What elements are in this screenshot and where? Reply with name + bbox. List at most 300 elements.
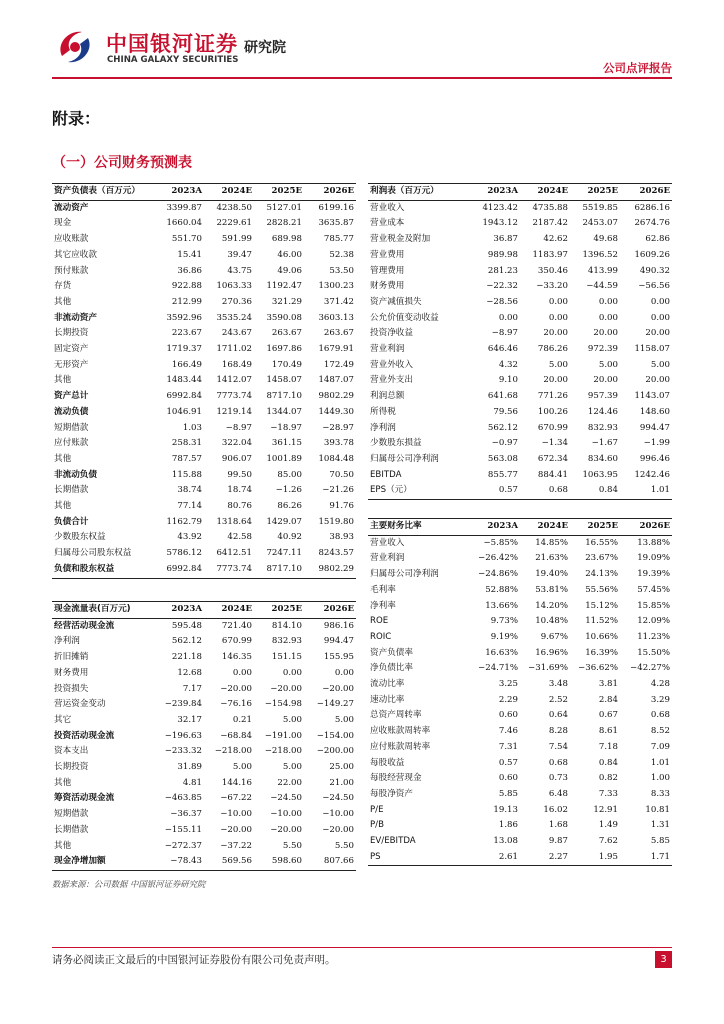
cell-value: 1396.52 (582, 249, 618, 260)
cell-value: 5.00 (650, 359, 670, 370)
cell-value: 20.00 (593, 328, 618, 339)
cell-value: 3592.96 (166, 312, 202, 323)
cell-value: 8243.57 (318, 548, 354, 559)
table-row (52, 499, 356, 515)
cell-value: 31.89 (177, 762, 202, 773)
cell-value: 9802.29 (304, 562, 356, 578)
cell-value: −10.00 (220, 809, 252, 820)
table-row (368, 342, 672, 358)
cell-value: 16.96% (535, 647, 568, 658)
cell-value: 15.50% (637, 647, 670, 658)
cell-value: −18.97 (270, 422, 302, 433)
cell-value: 23.67% (585, 553, 618, 564)
row-label: 固定资产 (54, 344, 89, 355)
cell-value: 18.74 (227, 485, 252, 496)
row-label: 归属母公司净利润 (370, 453, 439, 464)
cell-value: −154.98 (264, 699, 302, 710)
table-row (52, 342, 356, 358)
table-row (368, 468, 672, 484)
cell-value: 321.29 (271, 296, 302, 307)
cell-value: 361.15 (271, 438, 302, 449)
row-label: 财务费用 (370, 281, 405, 292)
cell-value: 371.42 (323, 296, 354, 307)
table-row (368, 803, 672, 819)
cell-value: 1162.79 (166, 516, 202, 527)
column-header: 2024E (204, 602, 254, 619)
cell-value: 1697.86 (266, 344, 302, 355)
cell-value: 7247.11 (266, 548, 302, 559)
cell-value: 21.00 (329, 777, 354, 788)
cell-value: 1679.91 (318, 344, 354, 355)
row-label: 财务费用 (54, 667, 89, 678)
table-row (368, 279, 672, 295)
cell-value: 0.57 (470, 483, 520, 499)
cell-value: 322.04 (221, 438, 252, 449)
cell-value: −22.32 (486, 281, 518, 292)
cell-value: 1242.46 (634, 469, 670, 480)
cell-value: −67.22 (220, 793, 252, 804)
row-label: 净利率 (370, 600, 396, 611)
row-label: 现金 (54, 218, 72, 229)
table-row (368, 216, 672, 232)
cell-value: 6992.84 (166, 391, 202, 402)
table-row (368, 421, 672, 437)
cell-value: 8.33 (650, 788, 670, 799)
cell-value: 551.70 (171, 234, 202, 245)
cell-value: 670.99 (221, 636, 252, 647)
table-header-row (368, 184, 672, 201)
cell-value: 6412.51 (216, 548, 252, 559)
row-label: 净负债比率 (370, 663, 413, 674)
cell-value: 14.20% (535, 600, 568, 611)
cell-value: 1318.64 (216, 516, 252, 527)
cell-value: 53.50 (329, 265, 354, 276)
cell-value: 16.39% (585, 647, 618, 658)
cell-value: 4.32 (498, 359, 518, 370)
row-label: 长期借款 (54, 824, 89, 835)
cell-value: 212.99 (171, 296, 202, 307)
row-label: 预付账款 (54, 265, 89, 276)
cell-value: 42.62 (543, 234, 568, 245)
cell-value: 3.25 (498, 679, 518, 690)
cell-value: 5127.01 (266, 202, 302, 213)
row-label: 应付账款 (54, 438, 89, 449)
table-row (368, 389, 672, 405)
column-header: 2026E (620, 184, 672, 201)
row-label: EPS（元） (368, 483, 470, 499)
cell-value: 12.91 (593, 804, 618, 815)
cell-value: 5.00 (282, 714, 302, 725)
cell-value: 0.67 (598, 710, 618, 721)
cell-value: −200.00 (316, 746, 354, 757)
cell-value: 42.58 (227, 532, 252, 543)
report-type: 公司点评报告 (603, 61, 672, 75)
brand-name-en: CHINA GALAXY SECURITIES (107, 55, 239, 65)
cell-value: −20.00 (270, 683, 302, 694)
cell-value: 263.67 (323, 328, 354, 339)
cell-value: −20.00 (220, 824, 252, 835)
footer-divider (52, 947, 672, 948)
cell-value: 1219.14 (216, 406, 252, 417)
cell-value: −44.59 (586, 281, 618, 292)
cell-value: 957.39 (587, 391, 618, 402)
cell-value: 1344.07 (266, 406, 302, 417)
cell-value: −1.34 (541, 438, 568, 449)
cell-value: 5.00 (334, 714, 354, 725)
cell-value: 2674.76 (634, 218, 670, 229)
cell-value: 7.18 (598, 741, 618, 752)
cell-value: 20.00 (645, 375, 670, 386)
cell-value: 0.00 (334, 667, 354, 678)
cell-value: 0.00 (650, 296, 670, 307)
cell-value: 12.09% (637, 616, 670, 627)
table-row (368, 693, 672, 709)
cell-value: 43.92 (177, 532, 202, 543)
cell-value: 0.00 (548, 296, 568, 307)
cell-value: 1.00 (650, 773, 670, 784)
cell-value: 996.46 (639, 453, 670, 464)
column-header: 2023A (470, 184, 520, 201)
table-row (52, 562, 356, 578)
cell-value: −36.62% (578, 663, 618, 674)
column-header: 2023A (154, 184, 204, 201)
cell-value: 413.99 (587, 265, 618, 276)
cell-value: −24.71% (478, 663, 518, 674)
table-row (52, 729, 356, 745)
cell-value: 4.28 (650, 679, 670, 690)
appendix-title: 附录： (52, 109, 101, 128)
table-row (368, 818, 672, 834)
table-row (368, 358, 672, 374)
cell-value: −26.42% (478, 553, 518, 564)
cell-value: 7.62 (598, 836, 618, 847)
table-row (368, 834, 672, 850)
cell-value: 36.86 (177, 265, 202, 276)
cell-value: 8717.10 (254, 562, 304, 578)
column-header: 2024E (204, 184, 254, 201)
row-label: 归属母公司净利润 (370, 569, 439, 580)
table-row (52, 279, 356, 295)
cell-value: −191.00 (264, 730, 302, 741)
row-label: 其他 (54, 840, 72, 851)
cell-value: 7.09 (650, 741, 670, 752)
cell-value: 986.16 (323, 620, 354, 631)
table-row (52, 823, 356, 839)
row-label: 营业收入 (370, 202, 405, 213)
cell-value: 3.29 (650, 694, 670, 705)
cell-value: 5519.85 (582, 202, 618, 213)
cell-value: 9802.29 (318, 391, 354, 402)
table-row (368, 326, 672, 342)
footer-disclaimer: 请务必阅读正文最后的中国银河证券股份有限公司免责声明。 (52, 954, 336, 966)
table-row (52, 389, 356, 405)
table-header-row (52, 602, 356, 619)
row-label: 应付账款周转率 (370, 741, 431, 752)
cell-value: −1.67 (591, 438, 618, 449)
row-label: 流动负债 (54, 406, 89, 417)
cell-value: −0.97 (491, 438, 518, 449)
cell-value: 62.86 (645, 234, 670, 245)
cell-value: 1.95 (570, 850, 620, 866)
cell-value: 270.36 (221, 296, 252, 307)
cell-value: 1660.04 (166, 218, 202, 229)
table-row (52, 546, 356, 562)
cell-value: 832.93 (587, 422, 618, 433)
financial-ratios-table (368, 518, 672, 866)
table-row (368, 436, 672, 452)
cell-value: 221.18 (171, 652, 202, 663)
table-row (368, 200, 672, 216)
cell-value: 994.47 (639, 422, 670, 433)
cell-value: 598.60 (254, 854, 304, 870)
table-row (368, 614, 672, 630)
table-row (52, 248, 356, 264)
table-row (52, 373, 356, 389)
cell-value: 786.26 (537, 344, 568, 355)
column-header: 2024E (520, 184, 570, 201)
row-label: 营业利润 (370, 344, 405, 355)
cell-value: 10.81 (645, 804, 670, 815)
cell-value: 994.47 (323, 636, 354, 647)
cell-value: 40.92 (277, 532, 302, 543)
cell-value: 20.00 (645, 328, 670, 339)
table-row (52, 358, 356, 374)
cell-value: 2.52 (548, 694, 568, 705)
cell-value: 11.52% (585, 616, 618, 627)
cell-value: 7.31 (498, 741, 518, 752)
row-label: 少数股东权益 (54, 532, 106, 543)
cell-value: 832.93 (271, 636, 302, 647)
cell-value: 13.08 (493, 836, 518, 847)
cell-value: −463.85 (164, 793, 202, 804)
cell-value: 1143.07 (634, 391, 670, 402)
cell-value: 1943.12 (482, 218, 518, 229)
row-label: 资产减值损失 (370, 296, 422, 307)
cell-value: 0.00 (598, 312, 618, 323)
cell-value: −42.27% (630, 663, 670, 674)
cell-value: 1.31 (650, 820, 670, 831)
row-label: PS (368, 850, 470, 866)
row-label: 资产负债率 (370, 647, 413, 658)
cell-value: 1519.80 (318, 516, 354, 527)
row-label: 营业费用 (370, 249, 405, 260)
cell-value: 0.60 (498, 710, 518, 721)
cell-value: 80.76 (227, 501, 252, 512)
cell-value: −10.00 (270, 809, 302, 820)
table-row (368, 583, 672, 599)
cell-value: 7.54 (548, 741, 568, 752)
cell-value: 16.55% (585, 537, 618, 548)
cell-value: 1.68 (548, 820, 568, 831)
cell-value: 8.28 (548, 726, 568, 737)
table-row (368, 771, 672, 787)
cell-value: 86.26 (277, 501, 302, 512)
cell-value: −76.16 (220, 699, 252, 710)
table-row (52, 634, 356, 650)
table-row (368, 850, 672, 866)
brand-sub: 研究院 (244, 40, 286, 56)
row-label: 每股净资产 (370, 788, 413, 799)
row-label: 净利润 (370, 422, 396, 433)
cell-value: 3399.87 (166, 202, 202, 213)
cell-value: 1711.02 (216, 344, 252, 355)
cell-value: 1.49 (598, 820, 618, 831)
cell-value: −1.99 (643, 438, 670, 449)
cell-value: 5.00 (282, 762, 302, 773)
cell-value: 785.77 (323, 234, 354, 245)
cell-value: 807.66 (304, 854, 356, 870)
table-row (52, 264, 356, 280)
cell-value: −233.32 (164, 746, 202, 757)
table-row (52, 666, 356, 682)
cell-value: 15.12% (585, 600, 618, 611)
cell-value: 1063.33 (216, 281, 252, 292)
cell-value: −218.00 (214, 746, 252, 757)
cell-value: 1.86 (498, 820, 518, 831)
cell-value: 19.39% (637, 569, 670, 580)
cell-value: 8717.10 (266, 391, 302, 402)
cell-value: −239.84 (164, 699, 202, 710)
cell-value: 591.99 (221, 234, 252, 245)
table-row (52, 421, 356, 437)
row-label: 投资净收益 (370, 328, 413, 339)
cell-value: 11.23% (637, 631, 670, 642)
cell-value: 3535.24 (216, 312, 252, 323)
cell-value: 52.38 (329, 249, 354, 260)
row-label: 存货 (54, 281, 72, 292)
cell-value: 1719.37 (166, 344, 202, 355)
cell-value: 5.50 (334, 840, 354, 851)
table-row (368, 787, 672, 803)
table-row (52, 530, 356, 546)
row-label: 管理费用 (370, 265, 405, 276)
cell-value: −10.00 (322, 809, 354, 820)
cell-value: 22.00 (277, 777, 302, 788)
cell-value: 0.68 (520, 483, 570, 499)
table-row (368, 232, 672, 248)
table-title: 利润表（百万元） (368, 184, 470, 201)
row-label: 长期借款 (54, 485, 89, 496)
row-label: 负债合计 (54, 516, 89, 527)
column-header: 2025E (254, 184, 304, 201)
cell-value: 0.60 (498, 773, 518, 784)
cell-value: 9.19% (490, 631, 518, 642)
cell-value: 9.10 (498, 375, 518, 386)
cell-value: 672.34 (537, 453, 568, 464)
cell-value: 1158.07 (634, 344, 670, 355)
row-label: 其他 (54, 296, 72, 307)
galaxy-logo-icon (52, 24, 98, 70)
cell-value: 884.41 (537, 469, 568, 480)
cell-value: 263.67 (271, 328, 302, 339)
table-row (52, 452, 356, 468)
table-row (368, 630, 672, 646)
table-title: 资产负债表（百万元） (52, 184, 154, 201)
cell-value: 0.00 (548, 312, 568, 323)
row-label: 投资损失 (54, 683, 89, 694)
income-statement-table (368, 183, 672, 500)
source-note: 数据来源：公司数据 中国银河证券研究院 (52, 879, 206, 889)
cell-value: 168.49 (221, 359, 252, 370)
cell-value: 1063.95 (582, 469, 618, 480)
cell-value: 46.00 (277, 249, 302, 260)
cell-value: −56.56 (638, 281, 670, 292)
table-row (52, 650, 356, 666)
cell-value: 36.87 (493, 234, 518, 245)
cell-value: 0.57 (498, 757, 518, 768)
cell-value: 19.40% (535, 569, 568, 580)
row-label: 短期借款 (54, 809, 89, 820)
cell-value: 7773.74 (204, 562, 254, 578)
cell-value: 77.14 (177, 501, 202, 512)
cell-value: 1300.23 (318, 281, 354, 292)
cell-value: 124.46 (587, 406, 618, 417)
row-label: 营业利润 (370, 553, 405, 564)
row-label: 净利润 (54, 636, 80, 647)
row-label: 应收账款 (54, 234, 89, 245)
row-label: 其他 (54, 501, 72, 512)
table-row (368, 295, 672, 311)
cell-value: 0.73 (548, 773, 568, 784)
cell-value: 281.23 (487, 265, 518, 276)
row-label: 短期借款 (54, 422, 89, 433)
row-label: 利润总额 (370, 391, 405, 402)
cell-value: 2229.61 (216, 218, 252, 229)
row-label: 非流动资产 (54, 312, 97, 323)
cell-value: 1449.30 (318, 406, 354, 417)
row-label: 营业外收入 (370, 359, 413, 370)
cell-value: 5.00 (598, 359, 618, 370)
header-divider (52, 77, 672, 79)
cell-value: 5786.12 (166, 548, 202, 559)
cell-value: 2.84 (598, 694, 618, 705)
cell-value: 562.12 (487, 422, 518, 433)
table-row (52, 468, 356, 484)
row-label: 经营活动现金流 (54, 620, 115, 631)
balance-sheet-table (52, 183, 356, 579)
table-header-row (368, 519, 672, 536)
cell-value: 243.67 (221, 328, 252, 339)
cell-value: −1.26 (275, 485, 302, 496)
cell-value: 0.00 (498, 312, 518, 323)
row-label: 资本支出 (54, 746, 89, 757)
cell-value: 1458.07 (266, 375, 302, 386)
table-row (52, 807, 356, 823)
cell-value: 2.29 (498, 694, 518, 705)
cell-value: 10.66% (585, 631, 618, 642)
cell-value: −28.97 (322, 422, 354, 433)
cell-value: 1.71 (620, 850, 672, 866)
column-header: 2023A (470, 519, 520, 536)
row-label: 无形资产 (54, 359, 89, 370)
table-row (52, 760, 356, 776)
column-header: 2026E (620, 519, 672, 536)
row-label: 营运资金变动 (54, 699, 106, 710)
cell-value: 38.74 (177, 485, 202, 496)
table-row (52, 791, 356, 807)
cell-value: 1192.47 (266, 281, 302, 292)
cell-value: 1429.07 (266, 516, 302, 527)
page-header (0, 0, 724, 78)
cell-value: 0.84 (570, 483, 620, 499)
column-header: 2026E (304, 602, 356, 619)
cell-value: 79.56 (493, 406, 518, 417)
cell-value: −24.86% (478, 569, 518, 580)
cell-value: 9.73% (490, 616, 518, 627)
column-header: 2025E (570, 519, 620, 536)
column-header: 2023A (154, 602, 204, 619)
cell-value: 10.48% (535, 616, 568, 627)
